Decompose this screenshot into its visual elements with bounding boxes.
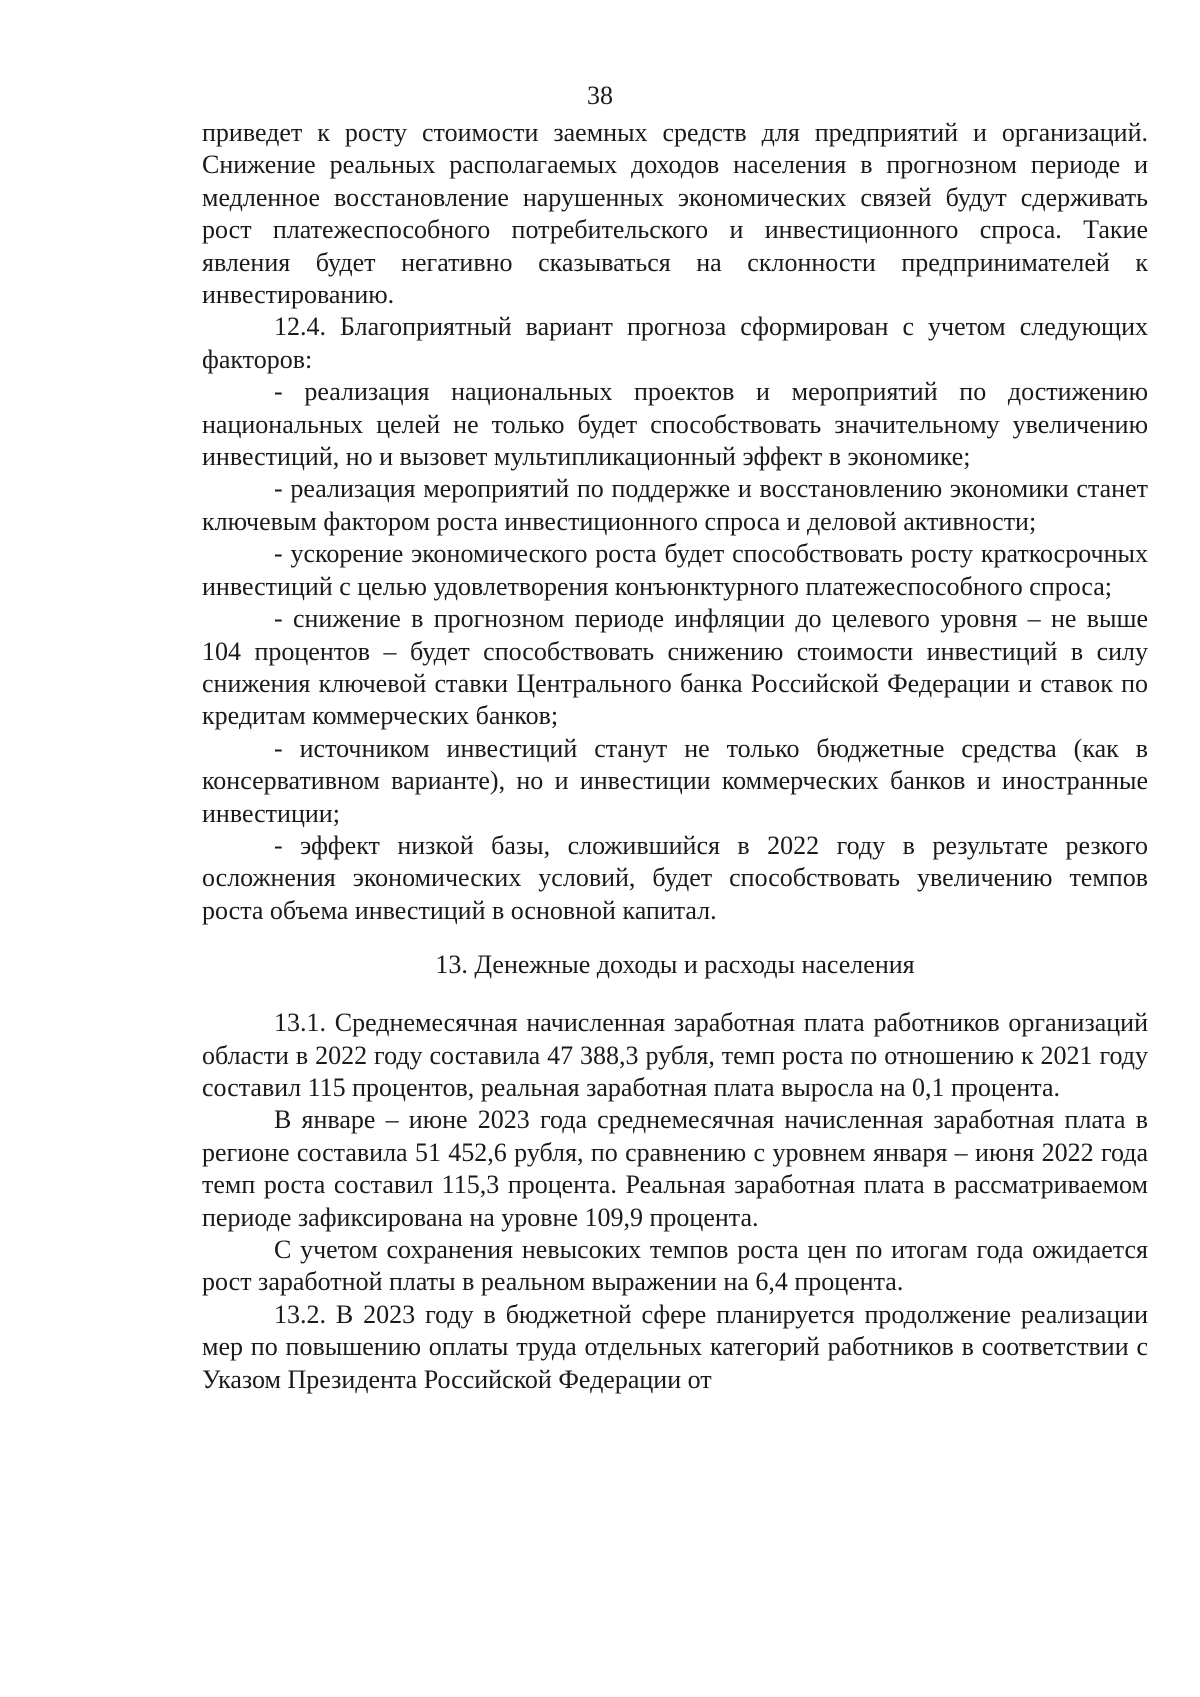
list-item-inflation: - снижение в прогнозном периоде инфляции до целевого уровня – не выше 104 процентов – будет способствовать снижению стоимости инвестиций в силу снижения ключевой ставки Центрального банка Российской Федерации и ставок по кредитам коммерческих банков; [202,604,1148,731]
list-item-economic-recovery: - реализация мероприятий по поддержке и восстановлению экономики станет ключевым фактором роста инвестиционного спроса и деловой активности; [202,474,1148,536]
paragraph-13-2: 13.2. В 2023 году в бюджетной сфере планируется продолжение реализации мер по повышению оплаты труда отдельных категорий работников в соответствии с Указом Президента Российской Федерации от [202,1299,1148,1394]
paragraph-wage-forecast: С учетом сохранения невысоких темпов роста цен по итогам года ожидается рост заработной платы в реальном выражении на 6,4 процента. [202,1235,1148,1297]
list-item-national-projects: - реализация национальных проектов и мероприятий по достижению национальных целей не только будет способствовать значительному увеличению инвестиций, но и вызовет мультипликационный эффект в экономике; [202,377,1148,472]
list-item-investment-sources: - источником инвестиций станут не только бюджетные средства (как в консервативном варианте), но и инвестиции коммерческих банков и иностранные инвестиции; [202,733,1148,828]
page-number: 38 [587,81,613,110]
list-item-low-base-effect: - эффект низкой базы, сложившийся в 2022 году в результате резкого осложнения экономических условий, будет способствовать увеличению темпов роста объема инвестиций в основной капитал. [202,830,1148,925]
paragraph-13-1: 13.1. Среднемесячная начисленная заработная плата работников организаций области в 2022 году составила 47 388,3 рубля, темп роста по отношению к 2021 году составил 115 процентов, реальная заработная плата выросла на 0,1 процента. [202,1008,1148,1102]
section-heading: 13. Денежные доходы и расходы населения [435,950,915,980]
paragraph-12-4-intro: 12.4. Благоприятный вариант прогноза сформирован с учетом следующих факторов: [202,312,1148,374]
paragraph-continuation: приведет к росту стоимости заемных средств для предприятий и организаций. Снижение реальных располагаемых доходов населения в прогнозном периоде и медленное восстановление нарушенных экономических связей будут сдерживать рост платежеспособного потребительского и инвестиционного спроса. Такие явления будет негативно сказываться на склонности предпринимателей к инвестированию. [202,118,1148,310]
document-body [202,117,1148,1396]
list-item-economic-growth: - ускорение экономического роста будет способствовать росту краткосрочных инвестиций с целью удовлетворения конъюнктурного платежеспособного спроса; [202,539,1148,601]
paragraph-jan-jun-2023: В январе – июне 2023 года среднемесячная начисленная заработная плата в регионе составила 51 452,6 рубля, по сравнению с уровнем января – июня 2022 года темп роста составил 115,3 процента. Реальная заработная плата в рассматриваемом периоде зафиксирована на уровне 109,9 процента. [202,1105,1148,1232]
